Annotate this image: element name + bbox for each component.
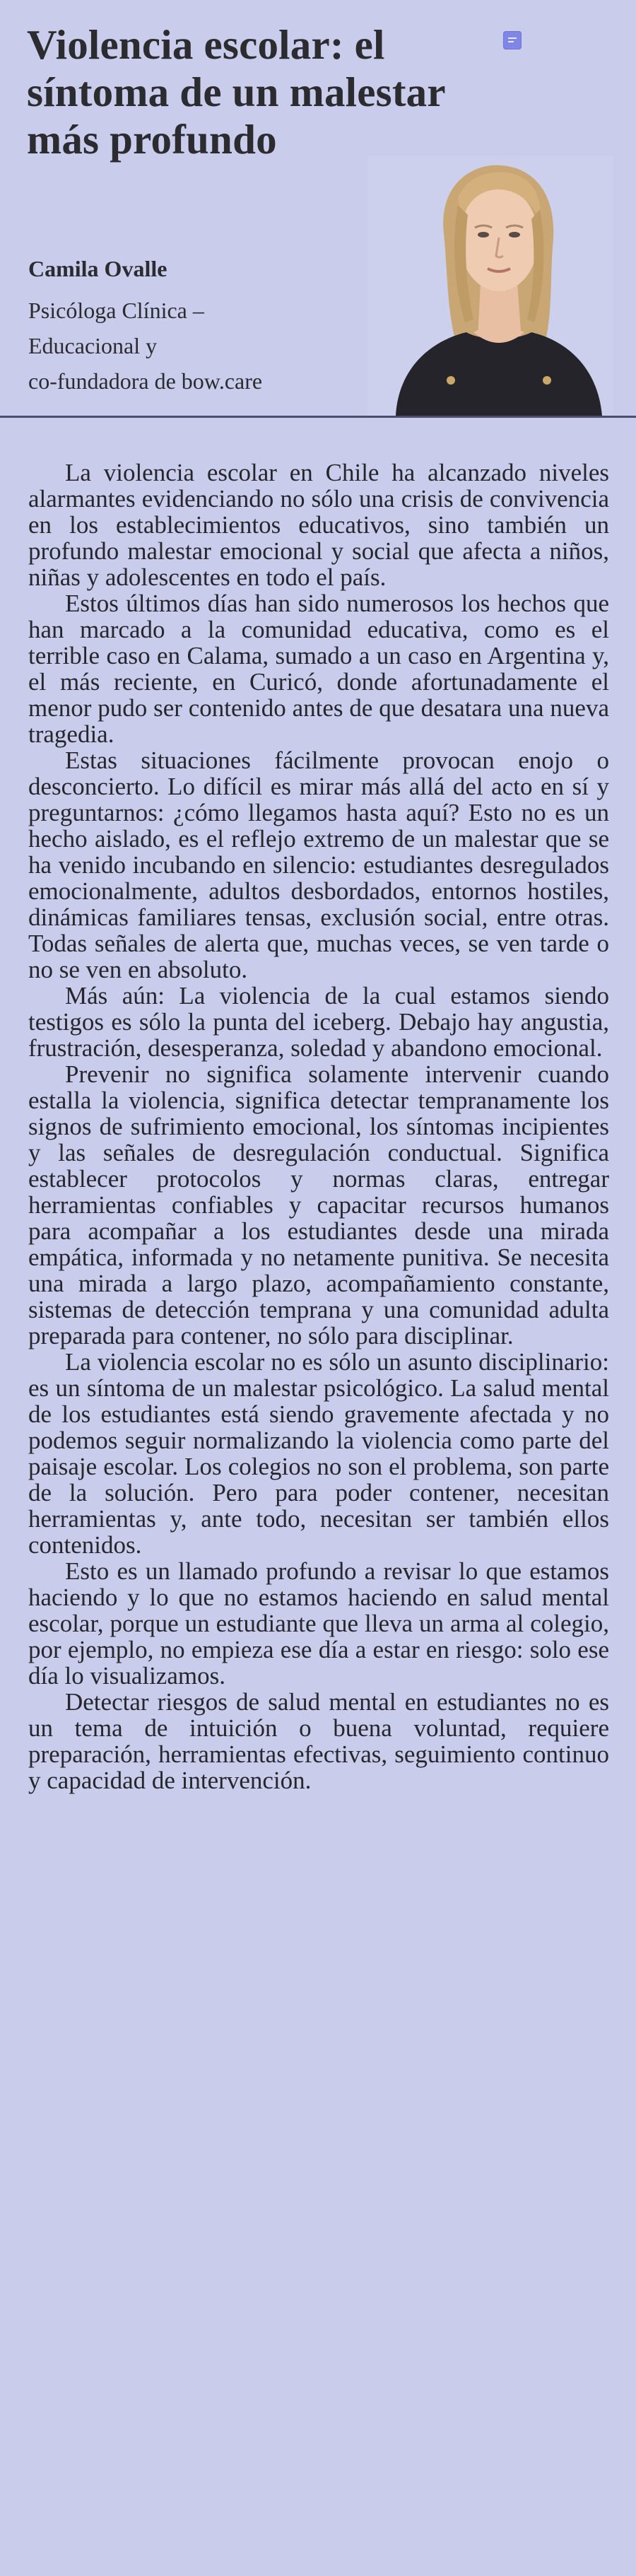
paragraph: Estas situaciones fácilmente provocan enojo o desconcierto. Lo difícil es mirar más allá del acto en sí y preguntarnos: ¿cómo llegamos hasta aquí? Esto no es un hecho aislado, es el reflejo extremo de un malestar que se ha venido incubando en silencio: estudiantes desregulados emocionalmente, adultos desbordados, entornos hostiles, dinámicas familiares tensas, exclusión social, entre otras. Todas señales de alerta que, muchas veces, se ven tarde o no se ven en absoluto. [28, 747, 609, 983]
paragraph: La violencia escolar no es sólo un asunto disciplinario: es un síntoma de un malestar psicológico. La salud mental de los estudiantes está siendo gravemente afectada y no podemos seguir normalizando la violencia como parte del paisaje escolar. Los colegios no son el problema, son parte de la solución. Pero para poder contener, necesitan herramientas y, ante todo, necesitan ser también ellos contenidos. [28, 1348, 609, 1559]
author-photo [367, 156, 613, 416]
note-icon[interactable] [503, 31, 522, 49]
article-header [0, 0, 636, 417]
author-name: Camila Ovalle [28, 256, 167, 281]
paragraph: La violencia escolar en Chile ha alcanzado niveles alarmantes evidenciando no sólo una crisis de convivencia en los establecimientos educativos, sino también un profundo malestar emocional y social que afecta a niños, niñas y adolescentes en todo el país. [28, 459, 609, 591]
author-role-line: Psicóloga Clínica – [28, 298, 204, 323]
paragraph: Detectar riesgos de salud mental en estudiantes no es un tema de intuición o buena voluntad, requiere preparación, herramientas efectivas, seguimiento continuo y capacidad de intervención. [28, 1688, 609, 1794]
article-body [28, 459, 609, 1793]
author-role [28, 293, 353, 399]
author-byline [28, 254, 353, 399]
paragraph: Más aún: La violencia de la cual estamos siendo testigos es sólo la punta del iceberg. Debajo hay angustia, frustración, desesperanza, soledad y abandono emocional. [28, 982, 609, 1062]
paragraph: Estos últimos días han sido numerosos los hechos que han marcado a la comunidad educativa, como es el terrible caso en Calama, sumado a un caso en Argentina y, el más reciente, en Curicó, donde afortunadamente el menor pudo ser contenido antes de que desatara una nueva tragedia. [28, 590, 609, 748]
paragraph: Prevenir no significa solamente intervenir cuando estalla la violencia, significa detectar tempranamente los signos de sufrimiento emocional, los síntomas incipientes y las señales de desregulación conductual. Significa establecer protocolos y normas claras, entregar herramientas confiables y capacitar recursos humanos para acompañar a los estudiantes desde una mirada empática, informada y no netamente punitiva. Se necesita una mirada a largo plazo, acompañamiento constante, sistemas de detección temprana y una comunidad adulta preparada para contener, no sólo para disciplinar. [28, 1060, 609, 1350]
author-role-line: co-fundadora de bow.care [28, 368, 263, 394]
author-portrait-illustration [367, 156, 613, 416]
author-role-line: Educacional y [28, 333, 158, 358]
article-title: Violencia escolar: el síntoma de un malestar más profundo [27, 21, 445, 163]
header-divider [0, 416, 636, 418]
paragraph: Esto es un llamado profundo a revisar lo que estamos haciendo y lo que no estamos haciendo en salud mental escolar, porque un estudiante que lleva un arma al colegio, por ejemplo, no empieza ese día a estar en riesgo: solo ese día lo visualizamos. [28, 1557, 609, 1690]
